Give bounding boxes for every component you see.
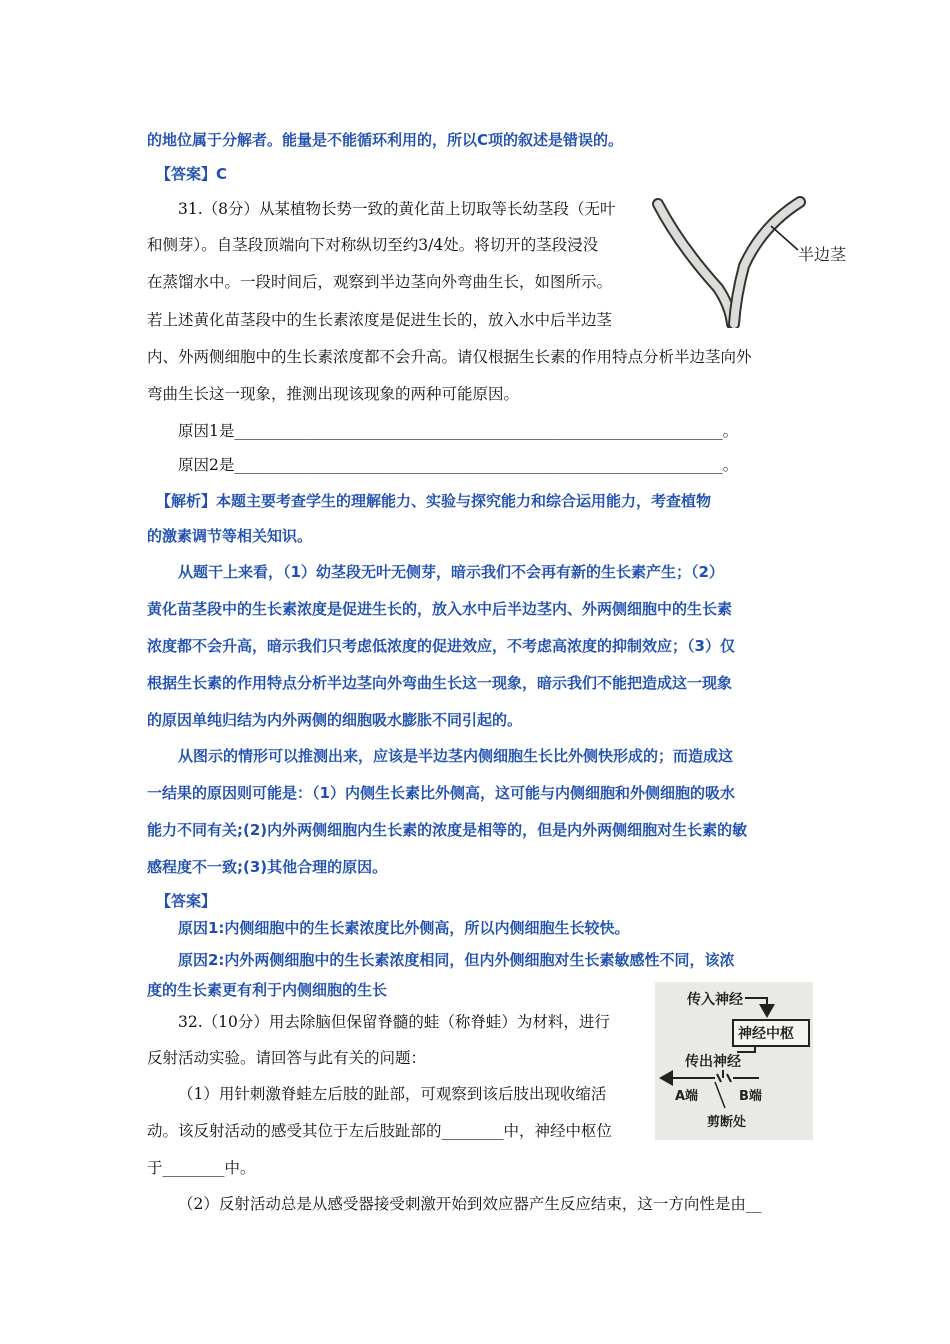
cut-mark-left: [717, 1074, 721, 1082]
left-half-stem: [658, 204, 732, 324]
text-line-l1: 的地位属于分解者。能量是不能循环利用的，所以C项的叙述是错误的。: [147, 131, 624, 149]
cut-point-label: 剪断处: [707, 1115, 747, 1130]
text-line-l27: 反射活动实验。请回答与此有关的问题：: [147, 1049, 427, 1067]
text-line-l7: 内、外两侧细胞中的生长素浓度都不会升高。请仅根据生长素的作用特点分析半边茎向外: [147, 348, 752, 366]
end-b-label: B端: [739, 1089, 762, 1104]
cut-mark-right: [727, 1074, 731, 1082]
reflex-arc-figure: [655, 982, 813, 1140]
text-line-l23: 原因1:内侧细胞中的生长素浓度比外侧高，所以内侧细胞生长较快。: [178, 919, 630, 937]
text-line-l22: 【答案】: [156, 892, 217, 910]
text-line-l6: 若上述黄化苗茎段中的生长素浓度是促进生长的，放入水中后半边茎: [147, 311, 613, 329]
text-line-l28: （1）用针刺激脊蛙左后肢的趾部，可观察到该后肢出现收缩活: [178, 1085, 607, 1103]
text-line-l11: 【解析】本题主要考查学生的理解能力、实验与探究能力和综合运用能力，考查植物: [156, 492, 712, 510]
text-line-l12: 的激素调节等相关知识。: [147, 527, 313, 545]
text-line-l9: 原因1是_______________________________________________________________。: [178, 422, 739, 440]
text-line-l19: 一结果的原因则可能是：（1）内侧生长素比外侧高，这可能与内侧细胞和外侧细胞的吸水: [147, 784, 735, 802]
text-line-l4: 和侧芽）。自茎段顶端向下对称纵切至约3/4处。将切开的茎段浸没: [147, 236, 599, 254]
text-line-l5: 在蒸馏水中。一段时间后，观察到半边茎向外弯曲生长，如图所示。: [147, 273, 613, 291]
text-line-l24: 原因2:内外两侧细胞中的生长素浓度相同，但内外侧细胞对生长素敏感性不同，该浓: [178, 951, 735, 969]
text-line-l3: 31.（8分）从某植物长势一致的黄化苗上切取等长幼茎段（无叶: [178, 200, 616, 218]
text-line-l29: 动。该反射活动的感受其位于左后肢趾部的________中，神经中枢位: [147, 1122, 613, 1140]
text-line-l14: 黄化苗茎段中的生长素浓度是促进生长的，放入水中后半边茎内、外两侧细胞中的生长素: [147, 600, 733, 618]
text-line-l8: 弯曲生长这一现象，推测出现该现象的两种可能原因。: [147, 385, 520, 403]
text-line-l25: 度的生长素更有利于内侧细胞的生长: [147, 981, 388, 999]
end-a-label: A端: [675, 1089, 699, 1104]
text-line-l10: 原因2是_______________________________________________________________。: [178, 456, 739, 474]
half-stem-label: 半边茎: [798, 245, 847, 264]
text-line-l30: 于________中。: [147, 1159, 256, 1177]
text-line-l17: 的原因单纯归结为内外两侧的细胞吸水膨胀不同引起的。: [147, 711, 523, 729]
afferent-arrow: [745, 998, 767, 1016]
text-line-l16: 根据生长素的作用特点分析半边茎向外弯曲生长这一现象，暗示我们不能把造成这一现象: [147, 674, 733, 692]
nerve-center-label: 神经中枢: [738, 1026, 794, 1042]
text-line-l20: 能力不同有关;(2)内外两侧细胞内生长素的浓度是相等的，但是内外两侧细胞对生长素的敏: [147, 821, 748, 839]
split-stem-figure: [650, 196, 850, 328]
text-line-l18: 从图示的情形可以推测出来，应该是半边茎内侧细胞生长比外侧快形成的；而造成这: [178, 747, 734, 765]
label-pointer-line: [771, 226, 798, 250]
text-line-l26: 32.（10分）用去除脑但保留脊髓的蛙（称脊蛙）为材料，进行: [178, 1013, 610, 1031]
cut-pointer: [715, 1082, 725, 1108]
efferent-nerve-label: 传出神经: [685, 1054, 741, 1070]
text-line-l21: 感程度不一致;(3)其他合理的原因。: [147, 858, 388, 876]
afferent-nerve-label: 传入神经: [687, 992, 743, 1008]
reflex-arc-svg: [655, 982, 813, 1140]
text-line-l13: 从题干上来看，（1）幼茎段无叶无侧芽，暗示我们不会再有新的生长素产生；（2）: [178, 563, 724, 581]
split-stem-svg: [650, 196, 850, 328]
right-half-stem: [734, 202, 800, 324]
text-line-l31: （2）反射活动总是从感受器接受刺激开始到效应器产生反应结束，这一方向性是由__: [178, 1195, 762, 1213]
text-line-l2: 【答案】C: [156, 165, 228, 183]
text-line-l15: 浓度都不会升高，暗示我们只考虑低浓度的促进效应，不考虑高浓度的抑制效应；（3）仅: [147, 637, 735, 655]
